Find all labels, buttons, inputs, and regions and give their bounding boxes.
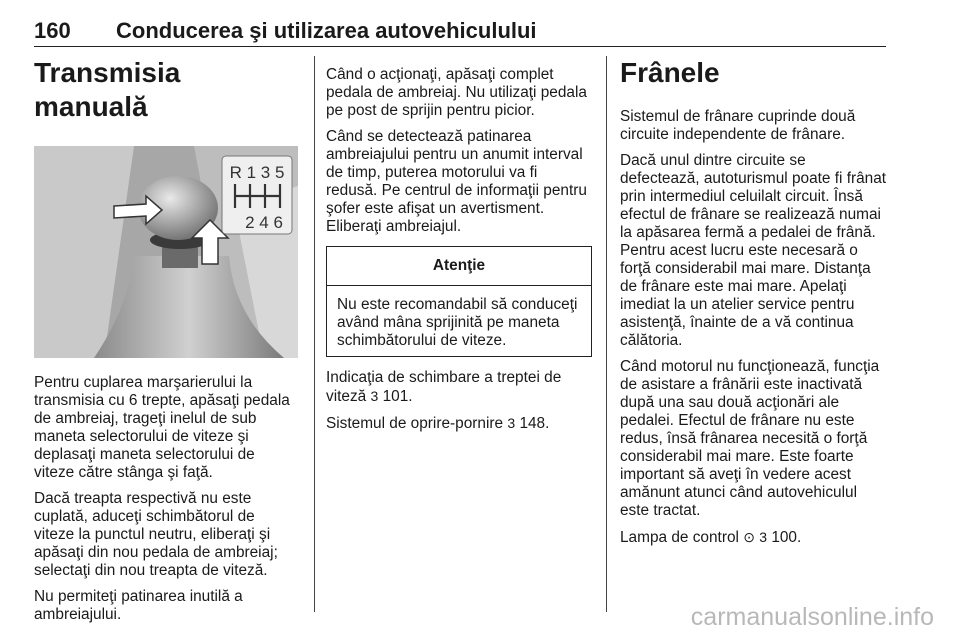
paragraph: Pentru cuplarea marşarierului la transmisia cu 6 trepte, apăsaţi pedala de ambreiaj, trageţi inelul de sub maneta selectorului de viteze şi deplasaţi maneta selectorului de viteze către stânga şi faţă. [34, 374, 290, 481]
gear-shift-illustration [34, 146, 298, 358]
section-title-brakes: Frânele [620, 57, 720, 88]
warning-body [327, 286, 591, 356]
warning-box [326, 246, 592, 357]
running-head: Conducerea şi utilizarea autovehiculului [116, 18, 537, 43]
page-ref-number: 148. [519, 415, 550, 432]
page-header [34, 16, 886, 47]
cross-reference: Indicaţia de schimbare a treptei de viteză 3 101. [326, 369, 562, 405]
page-number: 160 [34, 18, 71, 43]
paragraph: Când motorul nu funcţionează, funcţia de asistare a frânării este inactivată după una sau două acţionări ale pedalei. Efectul de frânare nu este redus, însă frânarea necesită o forţă considerabil mai mare. Este foarte important să aveţi în vedere acest amănunt atunci când autovehiculul este tractat. [620, 358, 880, 519]
paragraph: Dacă treapta respectivă nu este cuplată, aduceţi schimbătorul de viteze la punctul neutru, eliberaţi şi apăsaţi din nou pedala de ambreiaj; selectaţi din nou treapta de viteză. [34, 490, 278, 579]
control-lamp-reference: Lampa de control ⊙ 3 100. [620, 529, 802, 546]
column-divider [314, 56, 315, 612]
page-ref-arrow-icon: 3 [759, 529, 768, 545]
column-divider [606, 56, 607, 612]
paragraph: Când o acţionaţi, apăsaţi complet pedala de ambreiaj. Nu utilizaţi pedala pe post de sprijin pentru picior. [326, 66, 587, 119]
column-right [620, 56, 888, 555]
section-title-transmission: Transmisia manuală [34, 57, 181, 122]
paragraph: Nu permiteţi patinarea inutilă a ambreiajului. [34, 588, 243, 623]
page-ref-number: 101. [382, 388, 413, 405]
cross-reference: Sistemul de oprire-pornire 3 148. [326, 415, 550, 432]
shift-pattern-top: R 1 3 5 [229, 163, 285, 182]
paragraph: Sistemul de frânare cuprinde două circuite independente de frânare. [620, 108, 856, 143]
warning-title: Atenţie [327, 247, 591, 286]
page-ref-number: 100. [771, 529, 802, 546]
shift-pattern-bottom: 2 4 6 [245, 213, 283, 232]
watermark: carmanualsonline.info [690, 603, 934, 631]
paragraph: Când se detectează patinarea ambreiajului pentru un anumit interval de timp, puterea motorului va fi redusă. Pe centrul de informaţii pentru şofer este afişat un avertisment. Eliberaţi ambreiajul. [326, 128, 587, 235]
page-ref-arrow-icon: 3 [507, 415, 516, 431]
column-left [34, 56, 298, 632]
brake-warning-lamp-icon: ⊙ [743, 529, 755, 545]
warning-text: Nu este recomandabil să conduceţi având mâna sprijinită pe maneta schimbătorului de viteze. [337, 296, 578, 349]
page-ref-arrow-icon: 3 [370, 388, 379, 404]
paragraph: Dacă unul dintre circuite se defectează, autoturismul poate fi frânat prin intermediul celuilalt circuit. Însă efectul de frânare se realizează numai la apăsarea fermă a pedalei de frână. Pentru acest lucru este necesară o forţă considerabil mai mare. Distanţa de frânare este mai mare. Apelaţi imediat la un atelier service pentru asistenţă, înainte de a vă continua călătoria. [620, 152, 887, 349]
column-middle [326, 66, 592, 441]
